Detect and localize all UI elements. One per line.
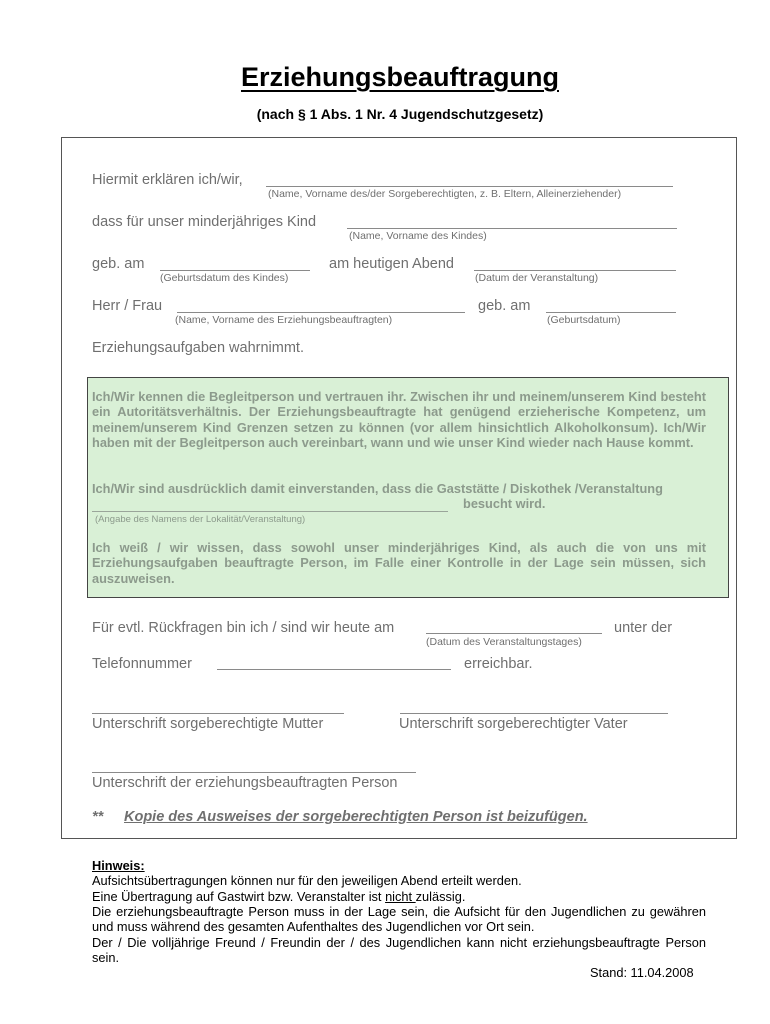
contact-date-caption: (Datum des Veranstaltungstages) <box>426 636 582 648</box>
delegate-signature-label: Unterschrift der erziehungsbeauftragten Person <box>92 775 398 791</box>
delegate-birthdate-line[interactable] <box>546 312 676 313</box>
row5-label: Erziehungsaufgaben wahrnimmt. <box>92 340 304 356</box>
venue-caption: (Angabe des Namens der Lokalität/Veranstaltung) <box>95 514 306 525</box>
copy-notice-marker: ** <box>92 809 104 825</box>
row4-caption-birthdate: (Geburtsdatum) <box>547 314 621 326</box>
page-subtitle: (nach § 1 Abs. 1 Nr. 4 Jugendschutzgesetz) <box>256 106 544 122</box>
hinweis-line-1: Aufsichtsübertragungen können nur für den jeweiligen Abend erteilt werden. <box>92 873 522 888</box>
row3-label-evening: am heutigen Abend <box>329 256 454 272</box>
row3-caption-birthdate: (Geburtsdatum des Kindes) <box>160 272 289 284</box>
phone-number-line[interactable] <box>217 669 451 670</box>
mother-signature-line[interactable] <box>92 713 344 714</box>
hinweis-line-2-emphasis: nicht <box>385 889 416 904</box>
mother-signature-label: Unterschrift sorgeberechtigte Mutter <box>92 716 324 732</box>
phone-suffix: erreichbar. <box>464 656 533 672</box>
page-title: Erziehungsbeauftragung <box>240 62 559 92</box>
contact-suffix: unter der <box>614 620 673 636</box>
agreement-paragraph-3: Ich weiß / wir wissen, dass sowohl unser minderjähriges Kind, als auch die von uns mit Erziehungsaufgaben beauftragte Person, im Falle einer Kontrolle in der Lage sein müssen, sich auszuweisen. <box>92 540 706 586</box>
delegate-signature-line[interactable] <box>92 772 416 773</box>
father-signature-label: Unterschrift sorgeberechtigter Vater <box>399 716 628 732</box>
hinweis-heading: Hinweis: <box>92 858 145 873</box>
row1-caption: (Name, Vorname des/der Sorgeberechtigten, z. B. Eltern, Alleinerziehender) <box>268 188 622 200</box>
agreement-paragraph-1: Ich/Wir kennen die Begleitperson und vertrauen ihr. Zwischen ihr und meinem/unserem Kind besteht ein Autoritätsverhältnis. Der Erziehungsbeauftragte hat genügend erzieherische Kompetenz, um meinem/unserem Kind Grenzen setzen zu können (vor allem hinsichtlich Alkoholkonsum). Ich/Wir haben mit der Begleitperson auch vereinbart, wann und wie unser Kind wieder nach Hause kommt. <box>92 389 706 451</box>
row2-caption: (Name, Vorname des Kindes) <box>349 230 487 242</box>
revision-date: Stand: 11.04.2008 <box>590 965 694 980</box>
hinweis-line-2 <box>92 889 465 904</box>
child-birthdate-line[interactable] <box>160 270 310 271</box>
venue-name-line[interactable] <box>92 511 448 512</box>
row3-caption-event: (Datum der Veranstaltung) <box>475 272 599 284</box>
delegate-name-line[interactable] <box>177 312 465 313</box>
row4-caption-person: (Name, Vorname des Erziehungsbeauftragten) <box>175 314 393 326</box>
child-name-line[interactable] <box>347 228 677 229</box>
father-signature-line[interactable] <box>400 713 668 714</box>
row4-label-birthdate: geb. am <box>478 298 531 314</box>
row3-label-birthdate: geb. am <box>92 256 145 272</box>
copy-notice-text: Kopie des Ausweises der sorgeberechtigten Person ist beizufügen. <box>124 809 588 825</box>
hinweis-line-4: Der / Die volljährige Freund / Freundin der / des Jugendlichen kann nicht erziehungsbeauftragte Person sein. <box>92 935 706 966</box>
event-date-line[interactable] <box>474 270 676 271</box>
agreement-paragraph-2: Ich/Wir sind ausdrücklich damit einverstanden, dass die Gaststätte / Diskothek /Veranstaltung <box>92 481 663 496</box>
hinweis-line-2-prefix: Eine Übertragung auf Gastwirt bzw. Veranstalter ist <box>92 889 386 904</box>
row2-label: dass für unser minderjähriges Kind <box>92 214 317 230</box>
hinweis-line-2-suffix: zulässig. <box>415 889 466 904</box>
row1-label: Hiermit erklären ich/wir, <box>92 172 243 188</box>
contact-label: Für evtl. Rückfragen bin ich / sind wir heute am <box>92 620 395 636</box>
agreement-visit-suffix: besucht wird. <box>463 496 546 511</box>
contact-date-line[interactable] <box>426 633 602 634</box>
guardian-name-line[interactable] <box>266 186 673 187</box>
hinweis-line-3: Die erziehungsbeauftragte Person muss in der Lage sein, die Aufsicht für den Jugendlichen zu gewähren und muss während des gesamten Aufenthaltes des Jugendlichen vor Ort sein. <box>92 904 706 935</box>
row4-label-person: Herr / Frau <box>92 298 163 314</box>
phone-label: Telefonnummer <box>92 656 192 672</box>
